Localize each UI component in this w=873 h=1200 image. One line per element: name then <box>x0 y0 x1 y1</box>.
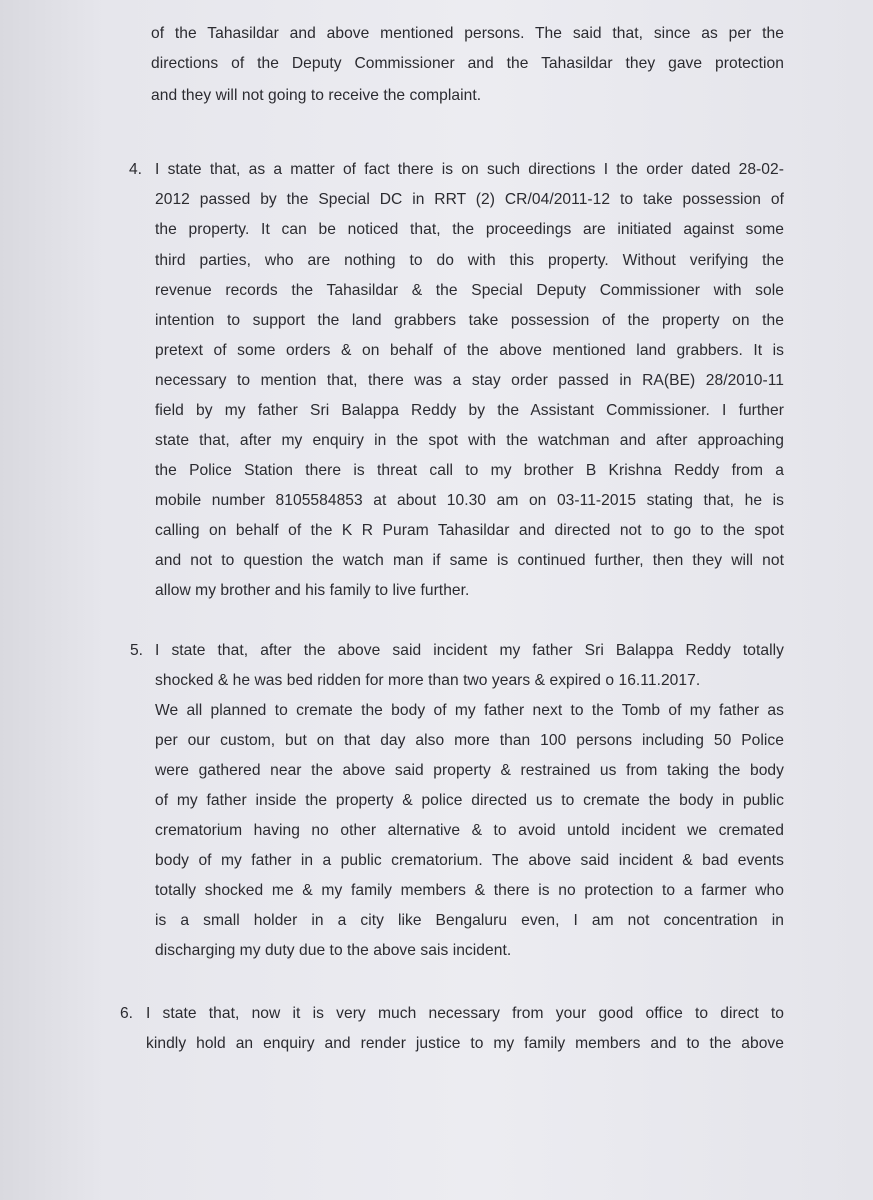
paragraph-line: allow my brother and his family to live further. <box>155 582 470 599</box>
paragraph-line: kindly hold an enquiry and render justice to my family members and to the above <box>146 1035 784 1052</box>
paragraph-line: shocked & he was bed ridden for more than two years & expired o 16.11.2017. <box>155 672 701 689</box>
paragraph-number: 6. <box>120 1005 134 1022</box>
paragraph-line: third parties, who are nothing to do with this property. Without verifying the <box>155 252 784 269</box>
paragraph-line: calling on behalf of the K R Puram Tahasildar and directed not to go to the spot <box>155 522 784 539</box>
paragraph-line: discharging my duty due to the above sais incident. <box>155 942 512 959</box>
paragraph-line: necessary to mention that, there was a stay order passed in RA(BE) 28/2010-11 <box>155 372 784 389</box>
intro-line: directions of the Deputy Commissioner and the Tahasildar they gave protection <box>151 55 784 72</box>
paragraph-line: I state that, after the above said incident my father Sri Balappa Reddy totally <box>155 642 784 659</box>
paragraph-line: of my father inside the property & police directed us to cremate the body in public <box>155 792 784 809</box>
paragraph-line: per our custom, but on that day also more than 100 persons including 50 Police <box>155 732 784 749</box>
paragraph-line: We all planned to cremate the body of my father next to the Tomb of my father as <box>155 702 784 719</box>
paragraph-line: field by my father Sri Balappa Reddy by the Assistant Commissioner. I further <box>155 402 784 419</box>
paragraph-number: 5. <box>130 642 144 659</box>
paragraph-line: 2012 passed by the Special DC in RRT (2) CR/04/2011-12 to take possession of <box>155 191 784 208</box>
paragraph-line: and not to question the watch man if same is continued further, then they will not <box>155 552 784 569</box>
paragraph-line: is a small holder in a city like Bengaluru even, I am not concentration in <box>155 912 784 929</box>
paragraph-line: pretext of some orders & on behalf of the above mentioned land grabbers. It is <box>155 342 784 359</box>
paragraph-line: revenue records the Tahasildar & the Special Deputy Commissioner with sole <box>155 282 784 299</box>
paragraph-line: the property. It can be noticed that, the proceedings are initiated against some <box>155 221 784 238</box>
paragraph-line: crematorium having no other alternative & to avoid untold incident we cremated <box>155 822 784 839</box>
paragraph-line: I state that, now it is very much necessary from your good office to direct to <box>146 1005 784 1022</box>
paragraph-line: body of my father in a public crematorium. The above said incident & bad events <box>155 852 784 869</box>
intro-line: of the Tahasildar and above mentioned persons. The said that, since as per the <box>151 25 784 42</box>
paragraph-number: 4. <box>129 161 143 178</box>
paragraph-line: mobile number 8105584853 at about 10.30 am on 03-11-2015 stating that, he is <box>155 492 784 509</box>
paragraph-line: I state that, as a matter of fact there is on such directions I the order dated 28-02- <box>155 161 784 178</box>
paragraph-line: state that, after my enquiry in the spot with the watchman and after approaching <box>155 432 784 449</box>
intro-line: and they will not going to receive the complaint. <box>151 87 482 104</box>
paragraph-line: intention to support the land grabbers take possession of the property on the <box>155 312 784 329</box>
paragraph-line: totally shocked me & my family members & there is no protection to a farmer who <box>155 882 784 899</box>
paragraph-line: the Police Station there is threat call to my brother B Krishna Reddy from a <box>155 462 784 479</box>
paragraph-line: were gathered near the above said property & restrained us from taking the body <box>155 762 784 779</box>
